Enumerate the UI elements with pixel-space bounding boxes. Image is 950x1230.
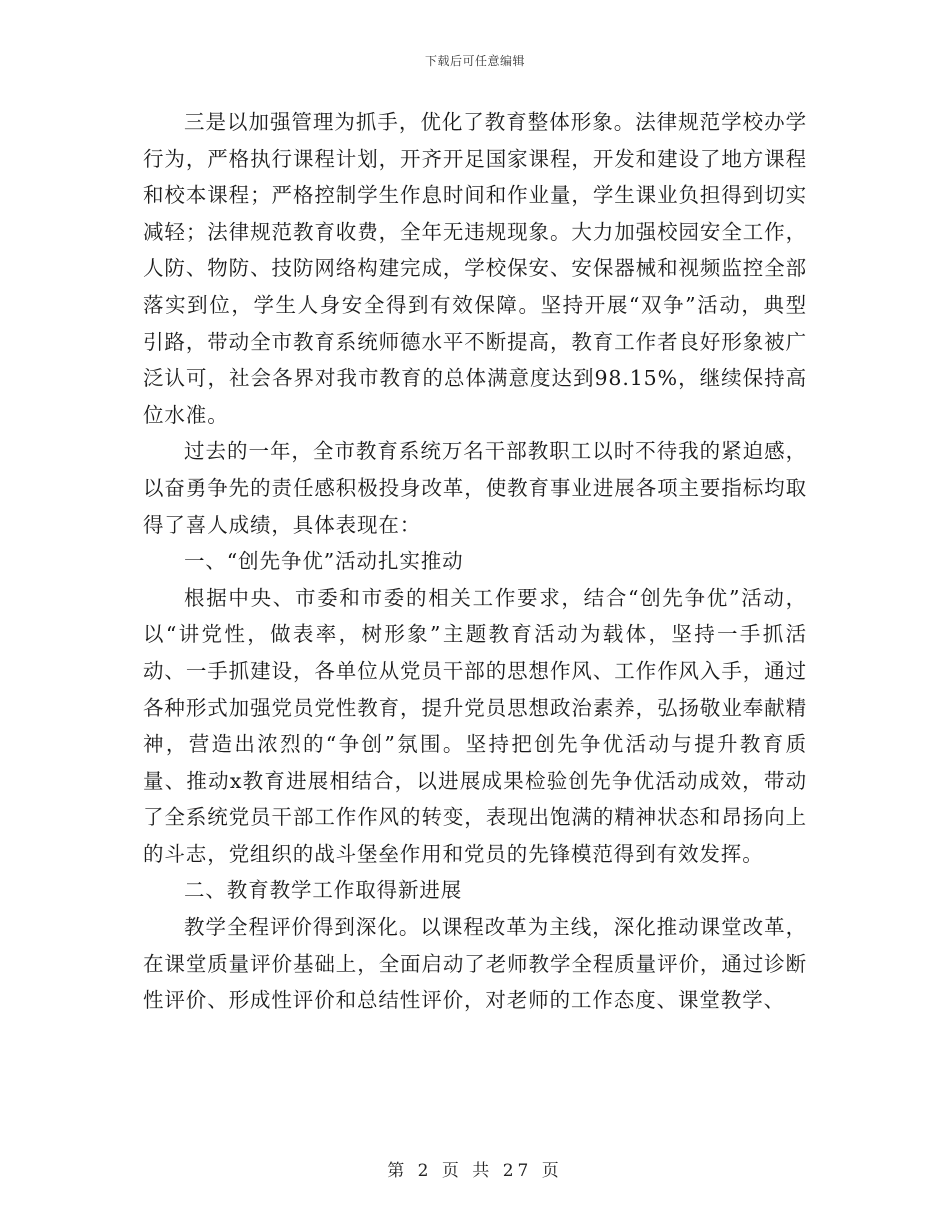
section-heading-2: 二、教育教学工作取得新进展 [184,878,463,903]
page-number: 第 2 页 共 27 页 [387,1161,563,1181]
paragraph-management: 三是以加强管理为抓手，优化了教育整体形象。法律规范学校办学行为，严格执行课程计划，开齐开足国家课程，开发和建设了地方课程和校本课程；严格控制学生作息时间和作业量，学生课业负担得到切实减轻；法律规范教育收费，全年无违规现象。大力加强校园安全工作，人防、物防、技防网络构建完成，学校保安、安保器械和视频监控全部落实到位，学生人身安全得到有效保障。坚持开展“双争”活动，典型引路，带动全市教育系统师德水平不断提高，教育工作者良好形象被广泛认可，社会各界对我市教育的总体满意度达到98.15%，继续保持高位水准。 [143,110,807,427]
page-header: 下载后可任意编辑 [424,54,525,68]
paragraph-party-activity: 根据中央、市委和市委的相关工作要求，结合“创先争优”活动，以“讲党性，做表率，树形象”主题教育活动为载体，坚持一手抓活动、一手抓建设，各单位从党员干部的思想作风、工作作风入手，通过各种形式加强党员党性教育，提升党员思想政治素养，弘扬敬业奉献精神，营造出浓烈的“争创”氛围。坚持把创先争优活动与提升教育质量、推动x教育进展相结合，以进展成果检验创先争优活动成效，带动了全系统党员干部工作作风的转变，表现出饱满的精神状态和昂扬向上的斗志，党组织的战斗堡垒作用和党员的先锋模范得到有效发挥。 [143,585,807,866]
document-body [143,104,807,1019]
section-heading-1: 一、“创先争优”活动扎实推动 [184,549,464,574]
paragraph-past-year: 过去的一年，全市教育系统万名干部教职工以时不待我的紧迫感，以奋勇争先的责任感积极投身改革，使教育事业进展各项主要指标均取得了喜人成绩，具体表现在： [143,439,807,537]
paragraph-teaching-evaluation: 教学全程评价得到深化。以课程改革为主线，深化推动课堂改革，在课堂质量评价基础上，全面启动了老师教学全程质量评价，通过诊断性评价、形成性评价和总结性评价，对老师的工作态度、课堂教学、 [143,915,807,1013]
